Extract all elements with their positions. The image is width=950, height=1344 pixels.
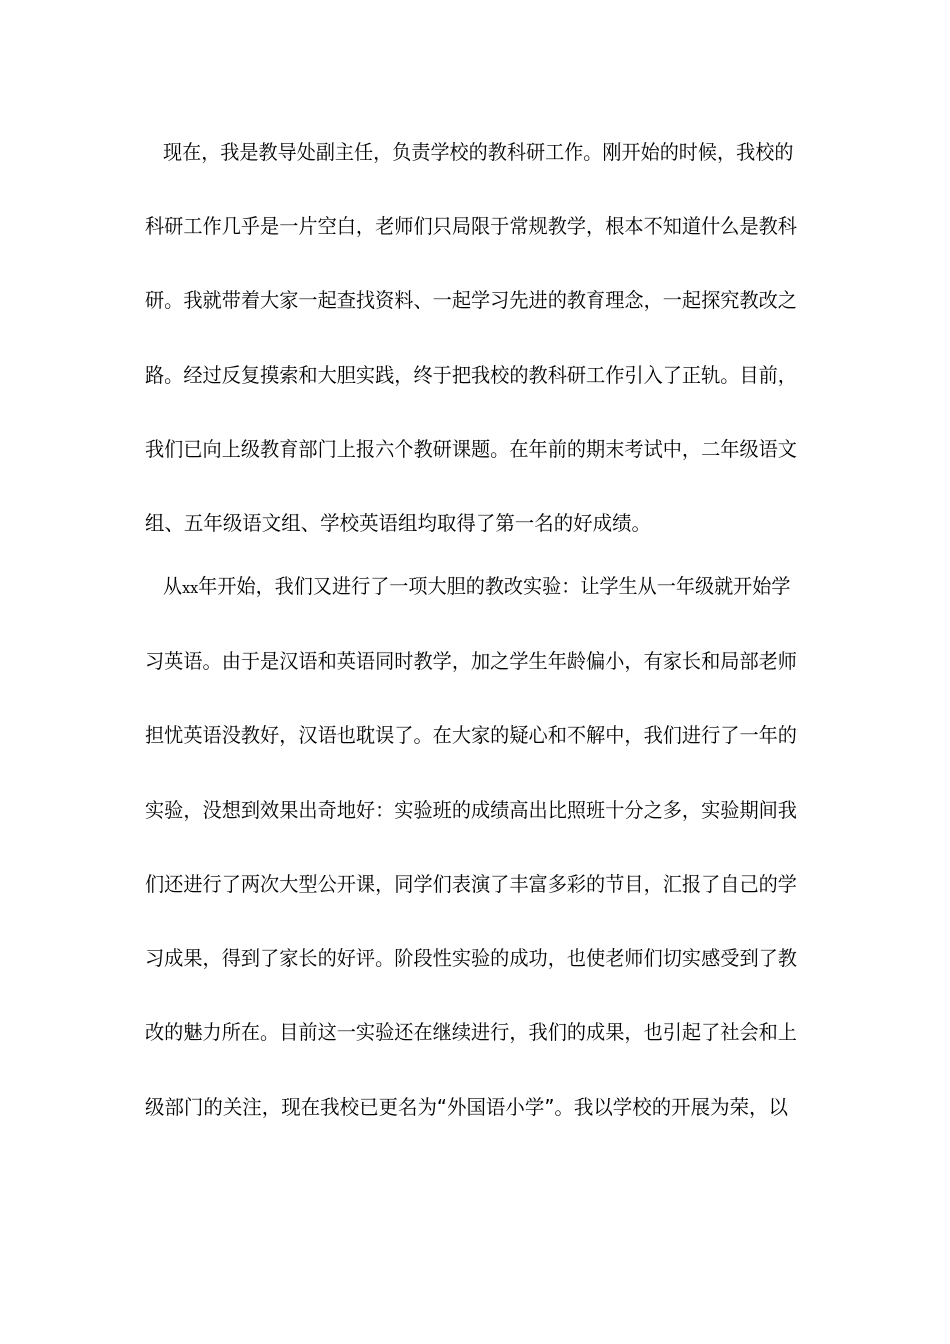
text-fragment: 从 [163, 574, 183, 598]
text-line: 级部门的关注，现在我校已更名为“外国语小学”。我以学校的开展为荣，以 [145, 1095, 788, 1119]
text-line [163, 572, 803, 602]
text-line: 改的魅力所在。目前这一实验还在继续进行，我们的成果，也引起了社会和上 [145, 1020, 797, 1044]
text-line: 习英语。由于是汉语和英语同时教学，加之学生年龄偏小，有家长和局部老师 [145, 649, 797, 673]
text-line: 担忧英语没教好，汉语也耽误了。在大家的疑心和不解中，我们进行了一年的 [145, 723, 797, 747]
placeholder-year: xx [182, 579, 199, 597]
text-line: 组、五年级语文组、学校英语组均取得了第一名的好成绩。 [145, 511, 652, 535]
text-line: 研。我就带着大家一起查找资料、一起学习先进的教育理念，一起探究教改之 [145, 288, 797, 312]
text-line: 习成果，得到了家长的好评。阶段性实验的成功，也使老师们切实感受到了教 [145, 946, 797, 970]
text-line: 实验，没想到效果出奇地好：实验班的成绩高出比照班十分之多，实验期间我 [145, 798, 797, 822]
text-line: 我们已向上级教育部门上报六个教研课题。在年前的期末考试中，二年级语文 [145, 437, 797, 461]
text-line: 现在，我是教导处副主任，负责学校的教科研工作。刚开始的时候，我校的 [163, 140, 794, 164]
text-line: 科研工作几乎是一片空白，老师们只局限于常规教学，根本不知道什么是教科 [145, 214, 797, 238]
text-line: 路。经过反复摸索和大胆实践，终于把我校的教科研工作引入了正轨。目前， [145, 363, 797, 387]
text-line: 们还进行了两次大型公开课，同学们表演了丰富多彩的节目，汇报了自己的学 [145, 872, 797, 896]
text-fragment: 年开始，我们又进行了一项大胆的教改实验：让学生从一年级就开始学 [198, 574, 791, 598]
